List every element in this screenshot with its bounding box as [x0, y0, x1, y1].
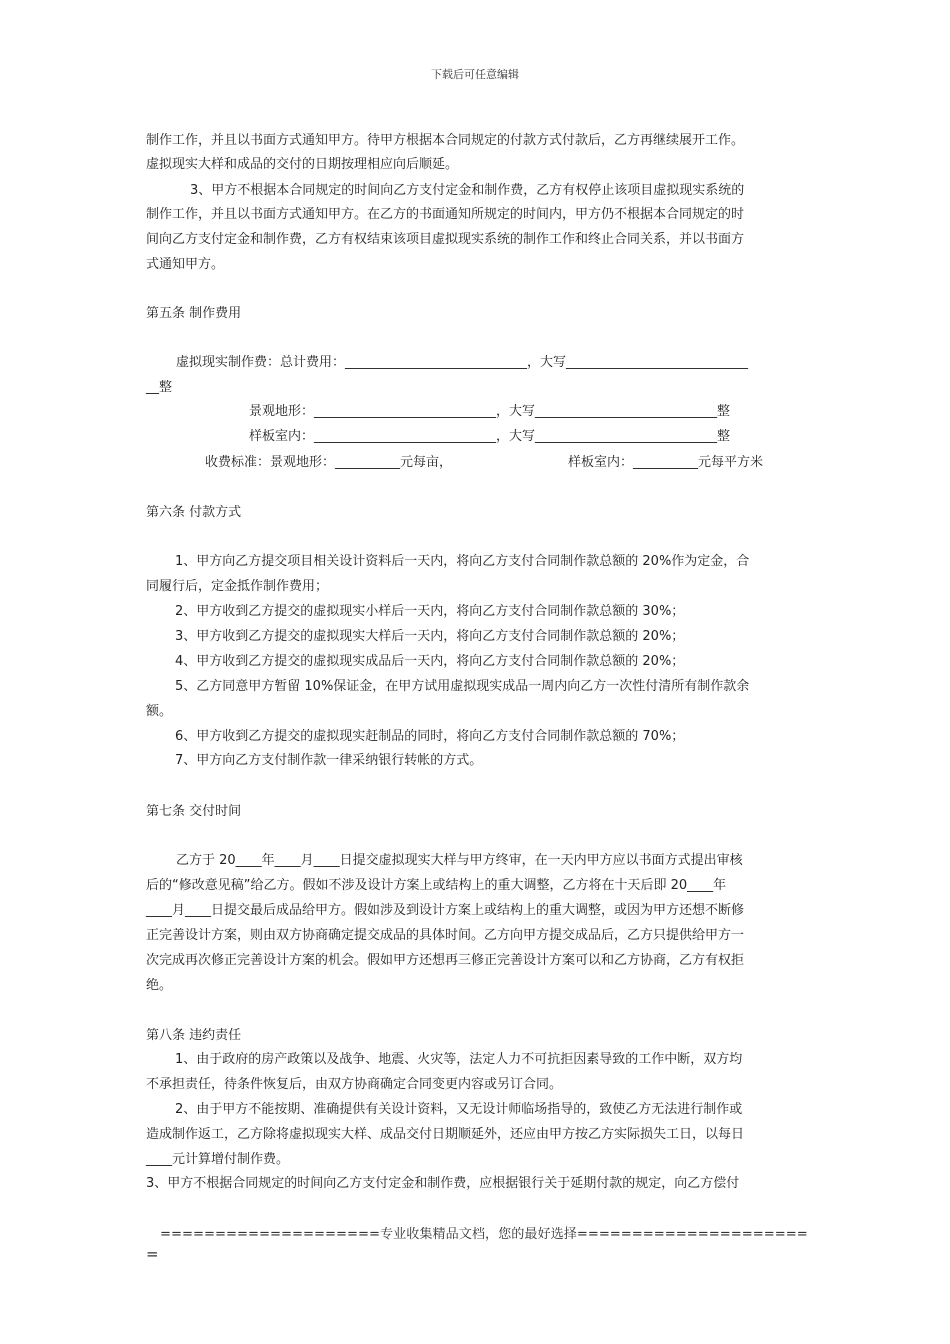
paragraph-line: 3、甲方收到乙方提交的虚拟现实大样后一天内，将向乙方支付合同制作款总额的 20%；: [175, 629, 685, 644]
paragraph-line: 额。: [146, 704, 173, 719]
paragraph-line: 2、由于甲方不能按期、准确提供有关设计资料，又无设计师临场指导的，致使乙方无法进行制作或: [175, 1102, 743, 1117]
paragraph-line: 7、甲方向乙方支付制作款一律采纳银行转帐的方式。: [175, 753, 483, 768]
paragraph-line: 后的“修改意见稿”给乙方。假如不涉及设计方案上或结构上的重大调整，乙方将在十天后即 20____年: [146, 878, 727, 893]
paragraph-line: 制作工作，并且以书面方式通知甲方。在乙方的书面通知所规定的时间内，甲方仍不根据本合同规定的时: [146, 207, 745, 222]
fee-standard-right: 样板室内：__________元每平方米: [568, 455, 764, 470]
paragraph-line: 同履行后，定金抵作制作费用；: [146, 579, 329, 594]
paragraph-line: 正完善设计方案，则由双方协商确定提交成品的具体时间。乙方向甲方提交成品后，乙方只提供给甲方一: [146, 928, 745, 943]
paragraph-line: 3、甲方不根据本合同规定的时间向乙方支付定金和制作费，乙方有权停止该项目虚拟现实系统的: [190, 183, 745, 198]
paragraph-line: 6、甲方收到乙方提交的虚拟现实赶制品的同时，将向乙方支付合同制作款总额的 70%；: [175, 729, 685, 744]
fee-interior-line: 样板室内：____________________________，大写____________________________整: [249, 429, 731, 444]
paragraph-line: 1、由于政府的房产政策以及战争、地震、火灾等，法定人力不可抗拒因素导致的工作中断，双方均: [175, 1052, 743, 1067]
paragraph-line: ____月____日提交最后成品给甲方。假如涉及到设计方案上或结构上的重大调整，或因为甲方还想不断修: [146, 903, 745, 918]
section-title: 第七条 交付时间: [146, 804, 242, 819]
paragraph-line: 次完成再次修正完善设计方案的机会。假如甲方还想再三修正完善设计方案可以和乙方协商，乙方有权拒: [146, 953, 745, 968]
paragraph-line: 不承担责任，待条件恢复后，由双方协商确定合同变更内容或另订合同。: [146, 1077, 563, 1092]
section-title: 第八条 违约责任: [146, 1028, 242, 1043]
paragraph-line: ____元计算增付制作费。: [146, 1152, 290, 1167]
paragraph-line: 式通知甲方。: [146, 257, 225, 272]
paragraph-line: 造成制作返工，乙方除将虚拟现实大样、成品交付日期顺延外，还应由甲方按乙方实际损失工日，以每日: [146, 1127, 745, 1142]
paragraph-line: 1、甲方向乙方提交项目相关设计资料后一天内，将向乙方支付合同制作款总额的 20%作为定金，合: [175, 554, 750, 569]
paragraph-line: 虚拟现实大样和成品的交付的日期按理相应向后顺延。: [146, 157, 459, 172]
paragraph-line: 2、甲方收到乙方提交的虚拟现实小样后一天内，将向乙方支付合同制作款总额的 30%；: [175, 604, 685, 619]
section-title: 第六条 付款方式: [146, 505, 242, 520]
paragraph-line: 乙方于 20____年____月____日提交虚拟现实大样与甲方终审，在一天内甲方应以书面方式提出审核: [176, 853, 743, 868]
page-footer-cont: =: [146, 1245, 159, 1263]
fee-total-line: 虚拟现实制作费：总计费用：____________________________，大写____________________________: [176, 355, 749, 370]
paragraph-line: 4、甲方收到乙方提交的虚拟现实成品后一天内，将向乙方支付合同制作款总额的 20%；: [175, 654, 685, 669]
page-footer: ====================专业收集精品文档，您的最好选择=====================: [160, 1227, 808, 1242]
paragraph-line: 间向乙方支付定金和制作费，乙方有权结束该项目虚拟现实系统的制作工作和终止合同关系，并以书面方: [146, 232, 745, 247]
fee-total-line-cont: __整: [146, 380, 173, 395]
fee-standard-left: 收费标准：景观地形：__________元每亩，: [205, 455, 453, 470]
paragraph-line: 3、甲方不根据合同规定的时间向乙方支付定金和制作费，应根据银行关于延期付款的规定，向乙方偿付: [146, 1176, 740, 1191]
paragraph-line: 5、乙方同意甲方暂留 10%保证金，在甲方试用虚拟现实成品一周内向乙方一次性付清所有制作款余: [175, 679, 750, 694]
page-header: 下载后可任意编辑: [431, 68, 519, 81]
paragraph-line: 制作工作，并且以书面方式通知甲方。待甲方根据本合同规定的付款方式付款后，乙方再继续展开工作。: [146, 133, 745, 148]
paragraph-line: 绝。: [146, 978, 173, 993]
fee-landscape-line: 景观地形：____________________________，大写____________________________整: [249, 404, 731, 419]
section-title: 第五条 制作费用: [146, 306, 242, 321]
